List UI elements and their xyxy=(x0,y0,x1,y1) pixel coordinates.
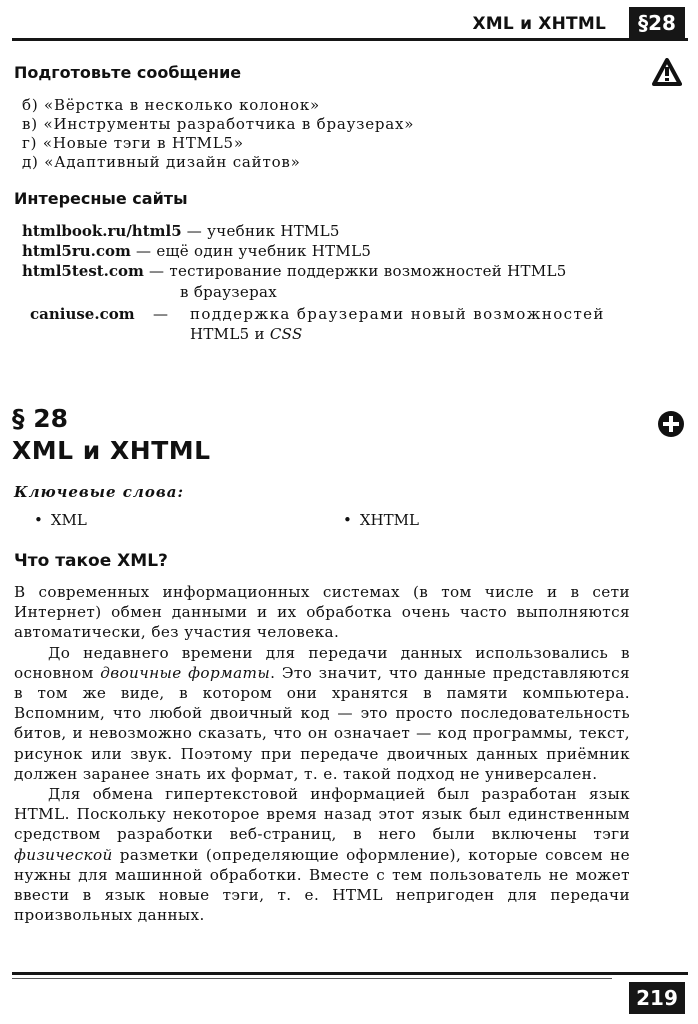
plus-circle-icon xyxy=(657,410,685,438)
bullet-icon: • xyxy=(343,511,352,529)
site-description-text: HTML5 и xyxy=(190,325,270,343)
site-description-continued: в браузерах xyxy=(180,283,277,301)
paragraph xyxy=(14,784,630,925)
emphasis-term: физической xyxy=(14,845,113,864)
site-entry xyxy=(22,222,340,240)
keyword-item xyxy=(343,511,419,529)
paragraph-text: . Это значит, что данные представляются в том же виде, в котором они хранятся в памяти компьютера. Вспомним, что любой двоичный код — это просто последовательность битов, и невозможно сказать, что он означает — код программы, текст, рисунок или звук. Поэтому при передаче двоичных данных приёмник должен заранее знать их формат, т. е. такой подход не универсален. xyxy=(14,663,630,783)
site-description: учебник HTML5 xyxy=(207,222,340,240)
keyword-text: XML xyxy=(50,511,87,529)
site-url: html5test.com xyxy=(22,262,144,280)
site-url: caniuse.com xyxy=(30,305,135,323)
list-item: д) «Адаптивный дизайн сайтов» xyxy=(22,153,301,171)
keywords-heading: Ключевые слова: xyxy=(14,483,185,501)
body-text xyxy=(14,582,630,925)
site-url xyxy=(30,305,135,323)
site-dash: — xyxy=(135,242,152,260)
site-description: поддержка браузерами новый возможностей xyxy=(190,305,605,323)
paragraph xyxy=(14,643,630,784)
keyword-item xyxy=(34,511,87,529)
site-entry xyxy=(22,262,567,280)
page-number: 219 xyxy=(629,982,685,1014)
css-term: CSS xyxy=(269,325,303,343)
list-item: б) «Вёрстка в несколько колонок» xyxy=(22,96,321,114)
emphasis-term: двоичные форматы xyxy=(100,663,271,682)
site-description: тестирование поддержки возможностей HTML5 xyxy=(169,262,567,280)
site-entry xyxy=(22,242,371,260)
keyword-text: XHTML xyxy=(359,511,419,529)
site-description: ещё один учебник HTML5 xyxy=(156,242,372,260)
interesting-sites-heading: Интересные сайты xyxy=(14,189,188,208)
site-url: html5ru.com xyxy=(22,242,131,260)
site-url: htmlbook.ru/html5 xyxy=(22,222,182,240)
header-divider xyxy=(12,38,688,41)
footer-divider xyxy=(12,972,688,975)
paragraph-text: разметки (определяющие оформление), которые совсем не нужны для машинной обработки. Вместе с тем пользователь не может ввести в язык новые тэги, т. е. HTML непригоден для передачи произвольных данных. xyxy=(14,845,630,925)
chapter-title: XML и XHTML xyxy=(12,436,211,465)
list-item: в) «Инструменты разработчика в браузерах» xyxy=(22,115,415,133)
site-dash: — xyxy=(153,305,169,323)
paragraph-text: Для обмена гипертекстовой информацией был разработан язык HTML. Поскольку некоторое время назад этот язык был единственным средством разработки веб-страниц, в него были включены тэги xyxy=(14,785,630,844)
site-description-continued xyxy=(190,325,303,343)
section-heading: Что такое XML? xyxy=(14,551,168,571)
list-item: г) «Новые тэги в HTML5» xyxy=(22,134,244,152)
section-badge: §28 xyxy=(629,7,685,39)
prepare-message-heading: Подготовьте сообщение xyxy=(14,63,242,82)
paragraph: В современных информационных системах (в том числе и в сети Интернет) обмен данными и их обработка очень часто выполняются автоматически, без участия человека. xyxy=(14,583,630,642)
warning-triangle-icon xyxy=(652,58,682,86)
running-header-title: XML и XHTML xyxy=(472,14,606,34)
paragraph-text: До недавнего времени для передачи данных использовались в основном xyxy=(14,643,630,682)
footer-divider-thin xyxy=(12,978,612,979)
bullet-icon: • xyxy=(34,511,43,529)
chapter-number: § 28 xyxy=(12,404,68,433)
site-dash: — xyxy=(149,262,165,280)
site-dash: — xyxy=(186,222,203,240)
